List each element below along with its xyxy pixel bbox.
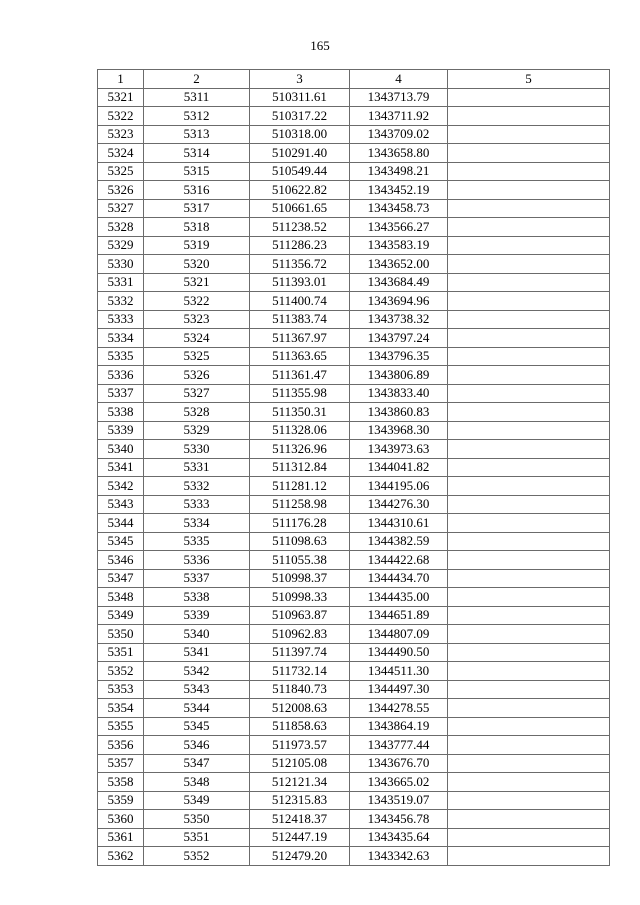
table-cell: 5354 [98, 699, 144, 718]
table-cell: 511281.12 [250, 477, 350, 496]
table-cell: 512008.63 [250, 699, 350, 718]
table-cell: 511393.01 [250, 273, 350, 292]
table-row [98, 810, 610, 829]
table-cell: 5326 [144, 366, 250, 385]
table-cell: 5332 [144, 477, 250, 496]
table-cell: 5315 [144, 162, 250, 181]
table-cell: 511286.23 [250, 236, 350, 255]
table-cell [448, 532, 610, 551]
table-row [98, 366, 610, 385]
table-cell [448, 847, 610, 866]
table-cell: 5340 [98, 440, 144, 459]
table-cell: 5352 [98, 662, 144, 681]
table-cell: 510962.83 [250, 625, 350, 644]
table-row [98, 421, 610, 440]
table-cell [448, 310, 610, 329]
table-cell: 511328.06 [250, 421, 350, 440]
table-cell [448, 662, 610, 681]
table-cell: 511312.84 [250, 458, 350, 477]
table-row [98, 643, 610, 662]
table-cell: 5362 [98, 847, 144, 866]
table-row [98, 384, 610, 403]
table-row [98, 773, 610, 792]
table-cell [448, 791, 610, 810]
table-cell: 5330 [144, 440, 250, 459]
table-row [98, 273, 610, 292]
table-cell: 1343519.07 [350, 791, 448, 810]
table-cell: 5337 [144, 569, 250, 588]
table-cell: 1344422.68 [350, 551, 448, 570]
table-cell: 1343833.40 [350, 384, 448, 403]
table-cell [448, 625, 610, 644]
table-cell: 5342 [144, 662, 250, 681]
table-cell [448, 347, 610, 366]
table-cell: 510311.61 [250, 88, 350, 107]
table-cell: 511055.38 [250, 551, 350, 570]
table-cell [448, 514, 610, 533]
table-cell [448, 643, 610, 662]
table-cell: 1343796.35 [350, 347, 448, 366]
table-cell: 511098.63 [250, 532, 350, 551]
table-cell: 5314 [144, 144, 250, 163]
table-row [98, 514, 610, 533]
table-cell: 1343458.73 [350, 199, 448, 218]
table-cell: 5348 [144, 773, 250, 792]
table-cell: 1343566.27 [350, 218, 448, 237]
table-cell: 5351 [144, 828, 250, 847]
table-cell: 1344195.06 [350, 477, 448, 496]
table-cell: 5332 [98, 292, 144, 311]
table-cell: 510291.40 [250, 144, 350, 163]
table-cell: 5337 [98, 384, 144, 403]
table-cell [448, 236, 610, 255]
table-cell: 5318 [144, 218, 250, 237]
table-row [98, 144, 610, 163]
table-cell: 5322 [98, 107, 144, 126]
table-cell: 510661.65 [250, 199, 350, 218]
column-header: 3 [250, 70, 350, 89]
table-cell: 1343658.80 [350, 144, 448, 163]
table-row [98, 754, 610, 773]
table-cell: 510318.00 [250, 125, 350, 144]
table-cell: 1343456.78 [350, 810, 448, 829]
table-cell: 512315.83 [250, 791, 350, 810]
table-cell: 1343777.44 [350, 736, 448, 755]
table-cell: 5350 [144, 810, 250, 829]
table-cell: 511355.98 [250, 384, 350, 403]
table-cell: 5334 [98, 329, 144, 348]
table-cell: 5350 [98, 625, 144, 644]
table-cell: 5346 [144, 736, 250, 755]
table-cell: 1344310.61 [350, 514, 448, 533]
table-cell: 5321 [144, 273, 250, 292]
table-cell: 512479.20 [250, 847, 350, 866]
table-cell: 5356 [98, 736, 144, 755]
table-cell: 1343435.64 [350, 828, 448, 847]
table-cell: 5347 [144, 754, 250, 773]
table-cell: 511973.57 [250, 736, 350, 755]
table-cell: 5320 [144, 255, 250, 274]
table-cell: 5331 [144, 458, 250, 477]
table-cell: 511356.72 [250, 255, 350, 274]
table-cell [448, 736, 610, 755]
table-cell: 5327 [144, 384, 250, 403]
table-cell: 510998.33 [250, 588, 350, 607]
table-cell: 512105.08 [250, 754, 350, 773]
table-cell: 511840.73 [250, 680, 350, 699]
table-cell: 5346 [98, 551, 144, 570]
table-cell: 5330 [98, 255, 144, 274]
table-row [98, 847, 610, 866]
table-cell: 5326 [98, 181, 144, 200]
table-cell: 5336 [98, 366, 144, 385]
table-cell: 5360 [98, 810, 144, 829]
table-cell: 512121.34 [250, 773, 350, 792]
table-cell: 1344434.70 [350, 569, 448, 588]
table-cell: 5316 [144, 181, 250, 200]
table-cell: 510549.44 [250, 162, 350, 181]
table-cell: 5311 [144, 88, 250, 107]
table-cell: 1344651.89 [350, 606, 448, 625]
table-cell: 511176.28 [250, 514, 350, 533]
table-cell: 5323 [98, 125, 144, 144]
table-cell: 511258.98 [250, 495, 350, 514]
table-cell: 1343684.49 [350, 273, 448, 292]
table-row [98, 588, 610, 607]
table-cell: 1343864.19 [350, 717, 448, 736]
table-cell: 510622.82 [250, 181, 350, 200]
table-row [98, 125, 610, 144]
table-cell: 5358 [98, 773, 144, 792]
column-header: 2 [144, 70, 250, 89]
table-cell [448, 181, 610, 200]
table-cell: 5340 [144, 625, 250, 644]
table-cell [448, 162, 610, 181]
table-header-row [98, 70, 610, 89]
table-row [98, 88, 610, 107]
table-cell: 1343711.92 [350, 107, 448, 126]
table-row [98, 347, 610, 366]
table-cell [448, 255, 610, 274]
table-cell: 5328 [144, 403, 250, 422]
table-row [98, 680, 610, 699]
table-cell [448, 88, 610, 107]
table-cell: 511350.31 [250, 403, 350, 422]
table-cell: 5343 [144, 680, 250, 699]
table-cell [448, 680, 610, 699]
table-cell: 1344278.55 [350, 699, 448, 718]
table-cell: 5341 [98, 458, 144, 477]
table-cell: 5336 [144, 551, 250, 570]
table-cell: 511361.47 [250, 366, 350, 385]
table-row [98, 717, 610, 736]
table-cell: 511858.63 [250, 717, 350, 736]
table-cell: 5347 [98, 569, 144, 588]
table-row [98, 606, 610, 625]
table-cell [448, 273, 610, 292]
table-cell: 1343452.19 [350, 181, 448, 200]
table-cell: 511363.65 [250, 347, 350, 366]
table-cell: 5325 [98, 162, 144, 181]
table-cell: 5323 [144, 310, 250, 329]
table-row [98, 828, 610, 847]
table-cell [448, 107, 610, 126]
table-cell: 5327 [98, 199, 144, 218]
table-cell: 5344 [98, 514, 144, 533]
table-cell [448, 218, 610, 237]
table-cell: 1343583.19 [350, 236, 448, 255]
table-cell: 5344 [144, 699, 250, 718]
table-cell: 5339 [144, 606, 250, 625]
table-cell: 5335 [98, 347, 144, 366]
table-cell: 5348 [98, 588, 144, 607]
table-cell: 5329 [144, 421, 250, 440]
table-cell: 5333 [144, 495, 250, 514]
table-cell: 1344807.09 [350, 625, 448, 644]
table-cell: 511367.97 [250, 329, 350, 348]
table-cell: 5352 [144, 847, 250, 866]
table-cell: 1343968.30 [350, 421, 448, 440]
table-cell: 510963.87 [250, 606, 350, 625]
table-row [98, 569, 610, 588]
table-cell [448, 403, 610, 422]
table-cell: 1344490.50 [350, 643, 448, 662]
table-cell: 1344511.30 [350, 662, 448, 681]
table-cell [448, 773, 610, 792]
table-row [98, 458, 610, 477]
table-cell: 5334 [144, 514, 250, 533]
table-cell: 5341 [144, 643, 250, 662]
table-cell: 1343665.02 [350, 773, 448, 792]
table-cell: 5355 [98, 717, 144, 736]
table-cell: 510998.37 [250, 569, 350, 588]
table-row [98, 181, 610, 200]
table-cell: 512418.37 [250, 810, 350, 829]
table-cell [448, 477, 610, 496]
table-cell: 5351 [98, 643, 144, 662]
table-cell [448, 551, 610, 570]
table-cell [448, 495, 610, 514]
table-row [98, 625, 610, 644]
table-cell [448, 588, 610, 607]
table-cell: 5357 [98, 754, 144, 773]
table-row [98, 162, 610, 181]
table-cell: 5343 [98, 495, 144, 514]
table-row [98, 551, 610, 570]
table-cell: 5338 [98, 403, 144, 422]
table-cell: 5321 [98, 88, 144, 107]
table-cell: 5349 [98, 606, 144, 625]
table-cell: 510317.22 [250, 107, 350, 126]
table-cell: 5317 [144, 199, 250, 218]
table-cell: 1343973.63 [350, 440, 448, 459]
table-cell: 5359 [98, 791, 144, 810]
table-cell: 5342 [98, 477, 144, 496]
table-cell: 1343709.02 [350, 125, 448, 144]
table-cell: 1343676.70 [350, 754, 448, 773]
table-cell [448, 440, 610, 459]
table-row [98, 329, 610, 348]
page-number: 165 [310, 38, 330, 53]
table-cell: 5331 [98, 273, 144, 292]
table-cell [448, 717, 610, 736]
table-cell: 511732.14 [250, 662, 350, 681]
table-cell: 1343713.79 [350, 88, 448, 107]
table-row [98, 236, 610, 255]
table-row [98, 662, 610, 681]
table-cell: 1343860.83 [350, 403, 448, 422]
table-cell: 511238.52 [250, 218, 350, 237]
table-cell [448, 329, 610, 348]
table-row [98, 107, 610, 126]
table-cell: 511397.74 [250, 643, 350, 662]
table-cell: 5319 [144, 236, 250, 255]
table-cell: 5322 [144, 292, 250, 311]
table-cell: 5333 [98, 310, 144, 329]
table-cell [448, 421, 610, 440]
table-cell: 1343797.24 [350, 329, 448, 348]
table-row [98, 440, 610, 459]
table-cell: 1343738.32 [350, 310, 448, 329]
table-cell: 1343652.00 [350, 255, 448, 274]
table-cell: 5349 [144, 791, 250, 810]
table-cell: 5312 [144, 107, 250, 126]
table-cell: 5329 [98, 236, 144, 255]
coordinates-table [97, 69, 610, 866]
table-cell: 511383.74 [250, 310, 350, 329]
table-cell [448, 699, 610, 718]
table-cell: 1344497.30 [350, 680, 448, 699]
table-cell: 1344435.00 [350, 588, 448, 607]
table-cell [448, 125, 610, 144]
table-row [98, 495, 610, 514]
table-row [98, 699, 610, 718]
table-cell: 1343694.96 [350, 292, 448, 311]
table-cell [448, 828, 610, 847]
table-row [98, 791, 610, 810]
table-row [98, 292, 610, 311]
table-cell: 1343806.89 [350, 366, 448, 385]
table-cell: 1343342.63 [350, 847, 448, 866]
table-cell [448, 292, 610, 311]
table-cell [448, 144, 610, 163]
table-body [98, 88, 610, 865]
column-header: 1 [98, 70, 144, 89]
table-row [98, 477, 610, 496]
table-cell: 5324 [98, 144, 144, 163]
table-row [98, 310, 610, 329]
table-cell: 511400.74 [250, 292, 350, 311]
table-cell [448, 606, 610, 625]
table-cell: 1344382.59 [350, 532, 448, 551]
table-cell: 5345 [144, 717, 250, 736]
table-cell: 5335 [144, 532, 250, 551]
table-row [98, 736, 610, 755]
table-cell: 5313 [144, 125, 250, 144]
table-cell: 5328 [98, 218, 144, 237]
table-row [98, 532, 610, 551]
table-cell [448, 754, 610, 773]
table-cell: 5324 [144, 329, 250, 348]
table-row [98, 403, 610, 422]
table-cell: 1343498.21 [350, 162, 448, 181]
table-cell: 512447.19 [250, 828, 350, 847]
table-cell [448, 458, 610, 477]
table-row [98, 218, 610, 237]
table-cell [448, 384, 610, 403]
table-cell: 5338 [144, 588, 250, 607]
table-cell: 5345 [98, 532, 144, 551]
table-cell: 1344276.30 [350, 495, 448, 514]
table-row [98, 199, 610, 218]
table-cell [448, 569, 610, 588]
column-header: 4 [350, 70, 448, 89]
table-cell [448, 366, 610, 385]
table-cell: 1344041.82 [350, 458, 448, 477]
table-cell: 5361 [98, 828, 144, 847]
table-row [98, 255, 610, 274]
table-cell: 511326.96 [250, 440, 350, 459]
column-header: 5 [448, 70, 610, 89]
table-cell: 5353 [98, 680, 144, 699]
table-cell [448, 199, 610, 218]
table-cell [448, 810, 610, 829]
table-cell: 5325 [144, 347, 250, 366]
table-cell: 5339 [98, 421, 144, 440]
